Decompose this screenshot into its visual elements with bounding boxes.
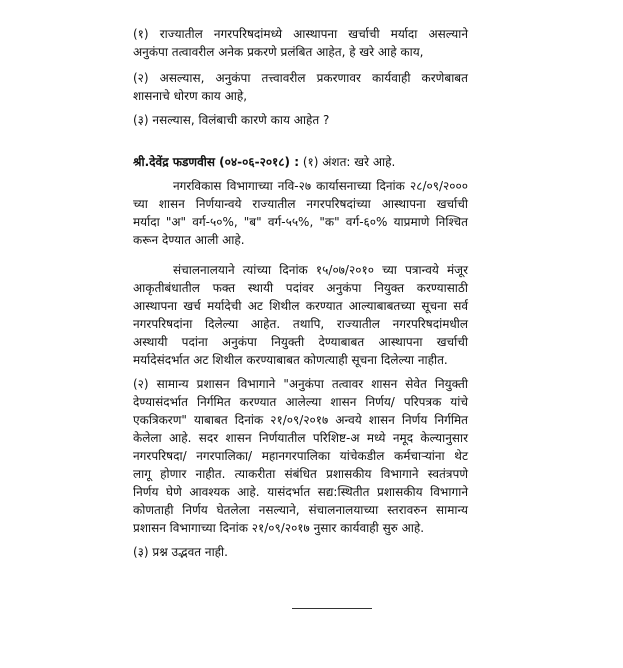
answer-para1-line-2: च्या शासन निर्णयान्वये राज्यातील नगरपरिषदांच्या आस्थापना खर्चाची xyxy=(133,197,468,211)
question-3-line-1: (३) नसल्यास, विलंबाची कारणे काय आहेत ? xyxy=(133,113,330,127)
answer-header xyxy=(133,154,468,170)
answer-para1-line-4: करून देण्यात आली आहे. xyxy=(133,233,245,247)
answer-para3-line-1: (२) सामान्य प्रशासन विभागाने "अनुकंपा तत्वावर शासन सेवेत नियुक्ती xyxy=(133,377,468,391)
answer-para3-line-8: कोणताही निर्णय घेतलेला नसल्याने, संचालनालयाच्या स्तरावरुन सामान्य xyxy=(133,503,468,517)
answer-para3-line-6: लागू होणार नाहीत. त्याकरीता संबंधित प्रशासकीय विभागाने स्वतंत्रपणे xyxy=(133,467,468,481)
answer-para1-line-3: मर्यादा "अ" वर्ग-५०%, "ब" वर्ग-५५%, "क" वर्ग-६०% याप्रमाणे निश्चित xyxy=(133,215,468,229)
answer-para2-line-2: आकृतीबंधातील फक्त स्थायी पदांवर अनुकंपा नियुक्त करण्यासाठी xyxy=(133,281,468,295)
answer-part-3: (३) प्रश्न उद्भवत नाही. xyxy=(133,545,228,559)
answer-para2-line-1: संचालनालयाने त्यांच्या दिनांक १५/०७/२०१० च्या पत्रान्वये मंजूर xyxy=(173,263,468,277)
answer-para3-line-7: निर्णय घेणे आवश्यक आहे. यासंदर्भात सद्य:स्थितीत प्रशासकीय विभागाने xyxy=(133,485,468,499)
question-2-line-2: शासनाचे धोरण काय आहे, xyxy=(133,89,248,103)
answer-para3-line-5: नगरपरिषदा/ नगरपालिका/ महानगरपालिका यांचेकडील कर्मचाऱ्यांना थेट xyxy=(133,449,468,463)
answer-para3-line-4: केलेला आहे. सदर शासन निर्णयातील परिशिष्ट-अ मध्ये नमूद केल्यानुसार xyxy=(133,431,468,445)
answer-para3-line-9: प्रशासन विभागाच्या दिनांक २१/०९/२०१७ नुसार कार्यवाही सुरु आहे. xyxy=(133,521,425,535)
question-1-line-1: (१) राज्यातील नगरपरिषदांमध्ये आस्थापना खर्चाची मर्यादा असल्याने xyxy=(133,27,468,41)
answer-part-1: (१) अंशत: खरे आहे. xyxy=(302,155,396,169)
answer-para3-line-2: देण्यासंदर्भात निर्गमित करण्यात आलेल्या शासन निर्णय/ परिपत्रक यांचे xyxy=(133,395,468,409)
answer-para2-line-3: आस्थापना खर्च मर्यादेची अट शिथील करण्यात आल्याबाबतच्या सूचना सर्व xyxy=(133,299,468,313)
question-2-line-1: (२) असल्यास, अनुकंपा तत्त्वावरील प्रकरणावर कार्यवाही करणेबाबत xyxy=(133,71,468,85)
section-divider xyxy=(292,608,372,609)
answer-para3-line-3: एकत्रिकरण" याबाबत दिनांक २१/०९/२०१७ अन्वये शासन निर्णय निर्गमित xyxy=(133,413,468,427)
answer-para1-line-1: नगरविकास विभागाच्या नवि-२७ कार्यासनाच्या दिनांक २८/०९/२००० xyxy=(173,179,468,193)
answer-speaker: श्री.देवेंद्र फडणवीस (०४-०६-२०१८) : xyxy=(133,155,300,169)
question-1-line-2: अनुकंपा तत्वावरील अनेक प्रकरणे प्रलंबित आहेत, हे खरे आहे काय, xyxy=(133,45,424,59)
answer-para2-line-6: मर्यादेसंदर्भात अट शिथील करण्याबाबत कोणत्याही सूचना दिलेल्या नाहीत. xyxy=(133,353,448,367)
answer-para2-line-4: नगरपरिषदांना दिलेल्या आहेत. तथापि, राज्यातील नगरपरिषदांमधील xyxy=(133,317,468,331)
answer-para2-line-5: अस्थायी पदांना अनुकंपा नियुक्ती देण्याबाबत आस्थापना खर्चाची xyxy=(133,335,468,349)
